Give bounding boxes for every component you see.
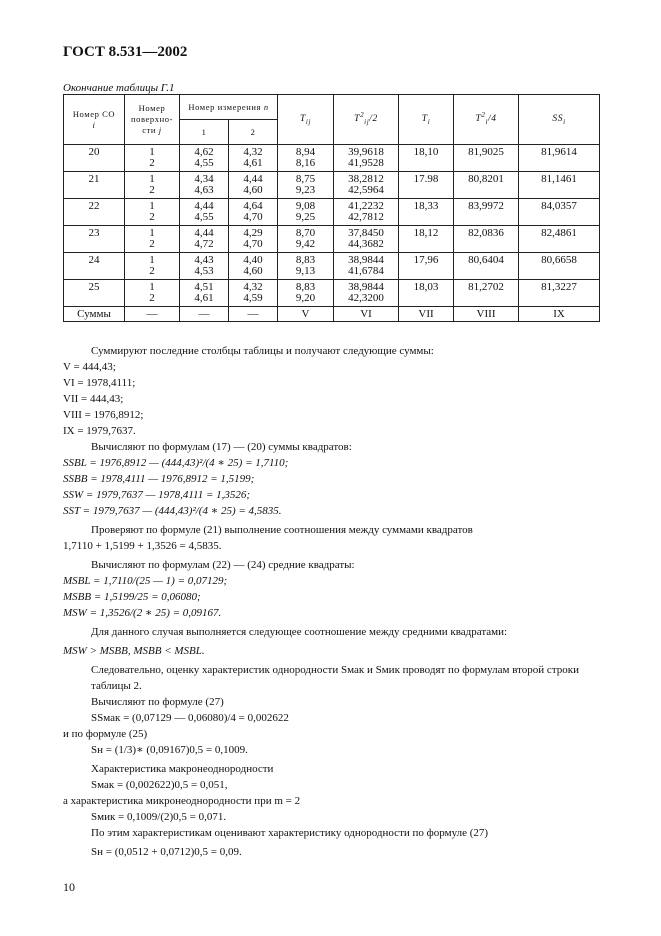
paragraph: и по формуле (25) xyxy=(63,728,148,740)
formula: SSBL = 1976,8912 — (444,43)²/(4 ∗ 25) = 1,7110; xyxy=(63,457,289,469)
table-row: 22 1 2 4,44 4,55 4,64 4,70 9,08 9,25 41,2232 42,7812 18,33 83,9972 84,0357 xyxy=(64,199,600,226)
formula: MSW = 1,3526/(2 ∗ 25) = 0,09167. xyxy=(63,607,222,619)
paragraph: Характеристика макронеоднородности xyxy=(91,763,274,775)
sum-row: Суммы — — — V VI VII VIII IX xyxy=(64,307,600,322)
table-caption: Окончание таблицы Г.1 xyxy=(63,82,175,94)
table-row: 24 1 2 4,43 4,53 4,40 4,60 8,83 9,13 38,9844 41,6784 17,96 80,6404 80,6658 xyxy=(64,253,600,280)
table-row: 23 1 2 4,44 4,72 4,29 4,70 8,70 9,42 37,8450 44,3682 18,12 82,0836 82,4861 xyxy=(64,226,600,253)
standard-header: ГОСТ 8.531—2002 xyxy=(63,44,188,60)
paragraph: Для данного случая выполняется следующее соотношение между средними квадратами: xyxy=(91,626,508,638)
header-ti: $T_i$ xyxy=(399,95,454,145)
table-row: 25 1 2 4,51 4,61 4,32 4,59 8,83 9,20 38,9844 42,3200 18,03 81,2702 81,3227 xyxy=(64,280,600,307)
header-tij: $T_{ij}$ xyxy=(278,95,334,145)
header-tij2: $T^2_{ij}/2$ xyxy=(334,95,399,145)
paragraph: Вычисляют по формулам (22) — (24) средние квадраты: xyxy=(91,559,355,571)
header-sample: Номер СО i xyxy=(64,95,125,145)
formula: SSBB = 1978,4111 — 1976,8912 = 1,5199; xyxy=(63,473,255,485)
paragraph: Следовательно, оценку характеристик однородности Sмак и Sмик проводят по формулам второй строки таблицы 2. xyxy=(91,664,579,692)
header-ss: $SS_i$ xyxy=(519,95,600,145)
header-ti2: $T^2_i/4$ xyxy=(454,95,519,145)
formula: SST = 1979,7637 — (444,43)²/(4 ∗ 25) = 4,5835. xyxy=(63,505,282,517)
formula: VI = 1978,4111; xyxy=(63,377,136,389)
header-m1: 1 xyxy=(180,120,229,145)
formula: 1,7110 + 1,5199 + 1,3526 = 4,5835. xyxy=(63,540,222,552)
formula: SSмак = (0,07129 — 0,06080)/4 = 0,002622 xyxy=(91,712,289,724)
formula: MSBB = 1,5199/25 = 0,06080; xyxy=(63,591,201,603)
paragraph: Суммируют последние столбцы таблицы и получают следующие суммы: xyxy=(91,345,434,357)
paragraph: Вычисляют по формулам (17) — (20) суммы квадратов: xyxy=(91,441,352,453)
paragraph: Вычисляют по формуле (27) xyxy=(91,696,224,708)
header-surface: Номер поверхно-сти j xyxy=(125,95,180,145)
formula: MSW > MSBB, MSBB < MSBL. xyxy=(63,645,205,657)
formula: Sн = (1/3)∗ (0,09167)0,5 = 0,1009. xyxy=(91,744,248,756)
formula: MSBL = 1,7110/(25 — 1) = 0,07129; xyxy=(63,575,228,587)
paragraph: По этим характеристикам оценивают характеристику однородности по формуле (27) xyxy=(91,827,489,839)
formula: Sмак = (0,002622)0,5 = 0,051, xyxy=(91,779,228,791)
data-table xyxy=(63,94,600,322)
body-text xyxy=(63,343,601,860)
formula: Sн = (0,0512 + 0,0712)0,5 = 0,09. xyxy=(91,846,242,858)
paragraph: а характеристика микронеоднородности при m = 2 xyxy=(63,795,301,807)
formula: VII = 444,43; xyxy=(63,393,124,405)
formula: VIII = 1976,8912; xyxy=(63,409,144,421)
paragraph: Проверяют по формуле (21) выполнение соотношения между суммами квадратов xyxy=(91,524,473,536)
formula: SSW = 1979,7637 — 1978,4111 = 1,3526; xyxy=(63,489,251,501)
page-number: 10 xyxy=(63,880,75,894)
header-m2: 2 xyxy=(229,120,278,145)
header-measure: Номер измерения n xyxy=(180,95,278,120)
table-row: 21 1 2 4,34 4,63 4,44 4,60 8,75 9,23 38,2812 42,5964 17.98 80,8201 81,1461 xyxy=(64,172,600,199)
formula: V = 444,43; xyxy=(63,361,116,373)
formula: Sмик = 0,1009/(2)0,5 = 0,071. xyxy=(91,811,227,823)
formula: IX = 1979,7637. xyxy=(63,425,136,437)
table-row: 20 1 2 4,62 4,55 4,32 4,61 8,94 8,16 39,9618 41,9528 18,10 81,9025 81,9614 xyxy=(64,145,600,172)
